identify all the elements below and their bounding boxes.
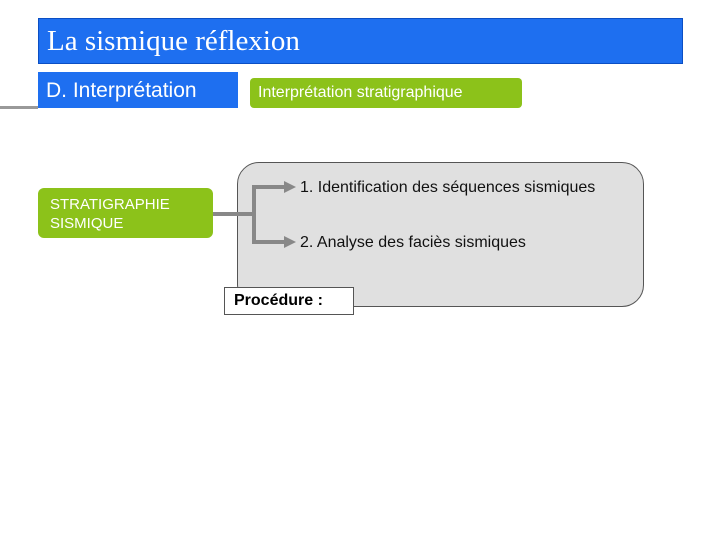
topic-box bbox=[38, 188, 213, 238]
step-2: 2. Analyse des faciès sismiques bbox=[300, 234, 526, 251]
subsection-label: Interprétation stratigraphique bbox=[258, 84, 463, 101]
topic-line-1: STRATIGRAPHIE bbox=[50, 196, 170, 213]
topic-line-2: SISMIQUE bbox=[50, 215, 124, 232]
arrowhead-step-2-icon bbox=[284, 236, 296, 248]
step-1: 1. Identification des séquences sismiques bbox=[300, 179, 596, 196]
section-label: D. Interprétation bbox=[46, 79, 197, 102]
slide-title: La sismique réflexion bbox=[47, 25, 300, 57]
arrowhead-step-1-icon bbox=[284, 181, 296, 193]
procedure-label: Procédure : bbox=[234, 292, 323, 309]
procedure-box bbox=[224, 287, 354, 315]
